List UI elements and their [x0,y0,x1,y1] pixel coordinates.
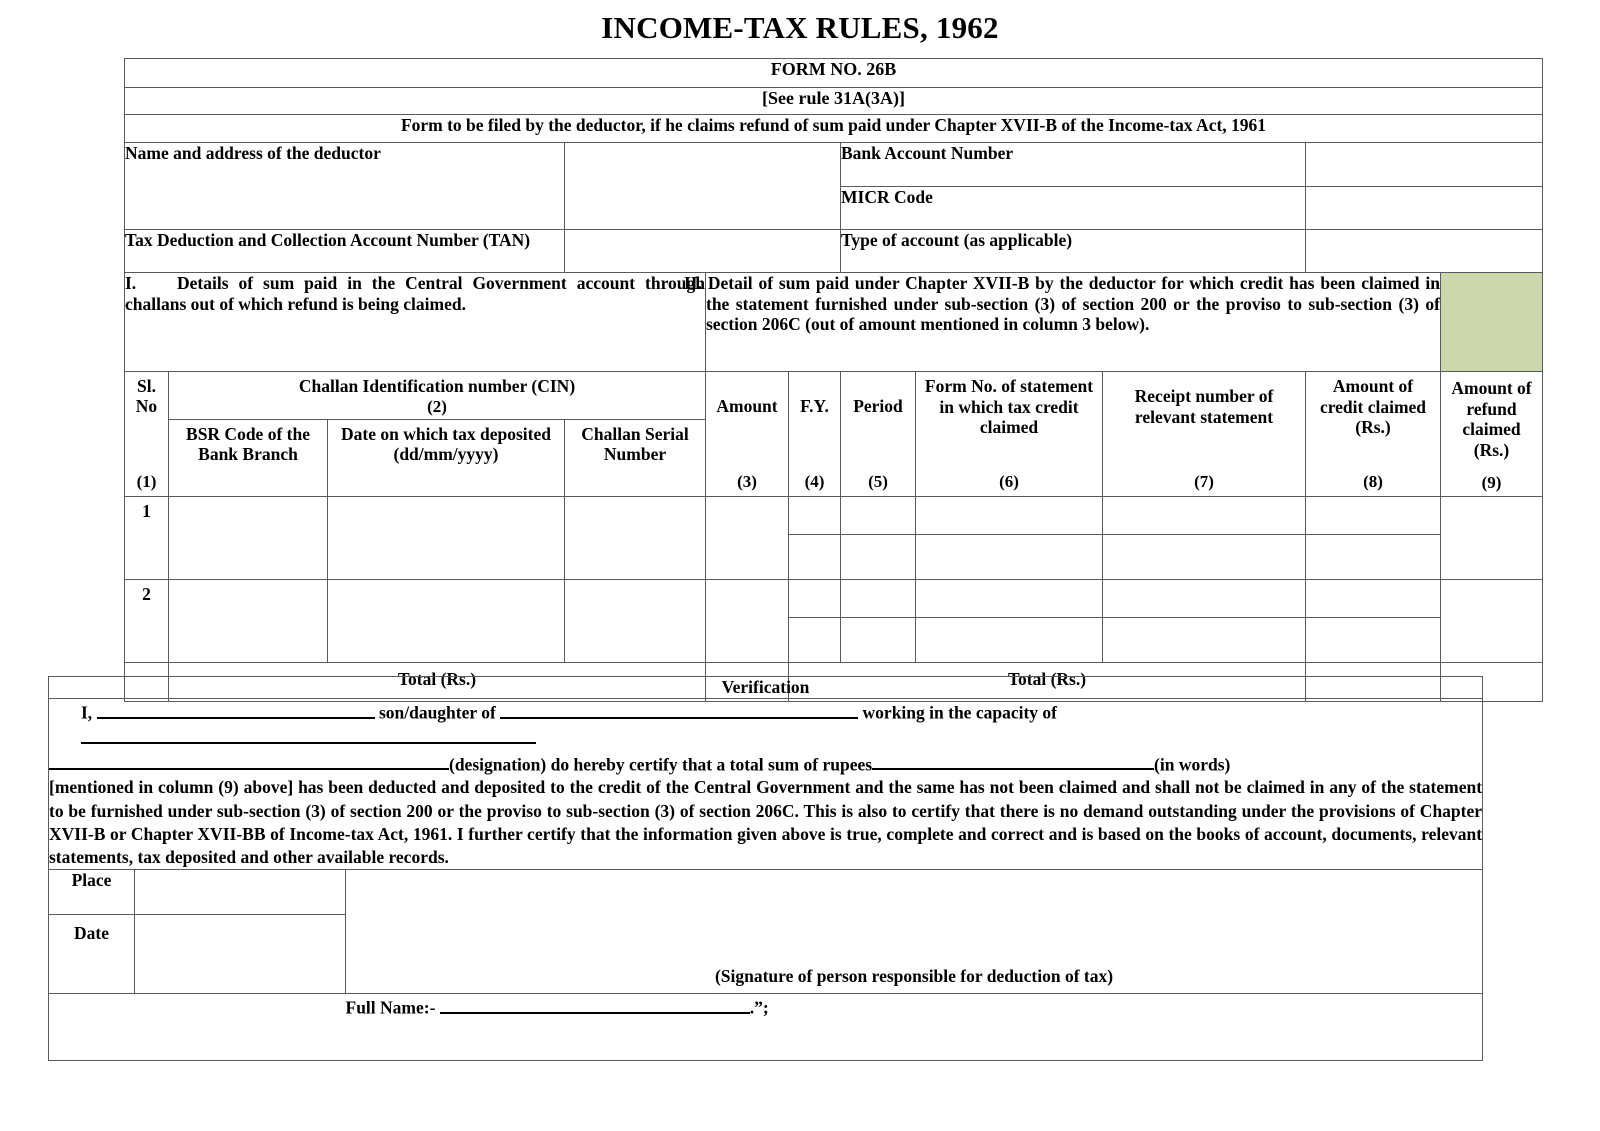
filed-by-note: Form to be filed by the deductor, if he claims refund of sum paid under Chapter XVII-B of the Income-tax Act, 1961 [125,115,1543,143]
page-title: INCOME-TAX RULES, 1962 [601,10,999,45]
full-name-blank[interactable] [440,994,750,1014]
col-number-5: (5) [868,471,888,491]
row-1-entry-2-form-no[interactable] [916,534,1102,572]
row-1-entry-2-fy[interactable] [789,534,840,572]
col-header-receipt-number-label: Receipt number of relevant statement [1134,386,1274,427]
col-header-credit-claimed [1306,372,1441,497]
row-2-refund-claimed[interactable] [1441,579,1543,662]
row-2-credit-cells [1306,579,1441,662]
row-1-amount[interactable] [706,496,789,579]
section-one-body: Details of sum paid in the Central Government account through challans out of which refund is being claimed. [125,273,705,314]
table-row [125,496,1543,579]
table-row [125,579,1543,662]
row-1-refund-claimed[interactable] [1441,496,1543,579]
row-1-entry-1-period[interactable] [841,497,915,535]
bank-account-number-field[interactable] [1306,143,1543,187]
col-header-period-label: Period [853,396,903,416]
col-header-sl-no-label: Sl. No [135,376,158,416]
row-2-entry-2-period[interactable] [841,617,915,655]
total-right-label: Total (Rs.) [789,662,1306,701]
place-label: Place [49,870,135,915]
col-header-form-no-statement-label: Form No. of statement in which tax credit claimed [924,376,1094,438]
col-header-credit-claimed-label: Amount of credit claimed (Rs.) [1319,376,1427,438]
form-number: FORM NO. 26B [125,59,1543,88]
section-one-number: I. [125,273,137,293]
row-1-entry-1-fy[interactable] [789,497,840,535]
verification-name-blank[interactable] [97,699,375,719]
row-1-fy-cells [789,496,841,579]
row-2-bsr-code[interactable] [169,579,328,662]
row-1-challan-serial[interactable] [565,496,706,579]
verification-heading: Verification [49,677,1483,699]
row-2-entry-2-credit[interactable] [1306,617,1440,655]
place-field[interactable] [135,870,346,915]
rule-reference: [See rule 31A(3A)] [125,88,1543,115]
row-1-entry-1-form-no[interactable] [916,497,1102,535]
col-number-7: (7) [1194,471,1214,491]
row-2-entry-1-form-no[interactable] [916,580,1102,618]
verification-i-label: I, [81,702,93,723]
col-number-9: (9) [1481,472,1502,492]
row-1-credit-cells [1306,496,1441,579]
verification-body [49,699,1483,870]
col-header-amount [706,372,789,497]
green-highlight-block [1441,273,1543,372]
account-type-field[interactable] [1306,230,1543,273]
col-header-bsr-code: BSR Code of the Bank Branch [169,419,328,496]
verification-table [48,676,1483,1061]
row-2-challan-serial[interactable] [565,579,706,662]
verification-designation-label: (designation) do hereby certify that a total sum of rupees [449,754,873,775]
row-2-amount[interactable] [706,579,789,662]
total-left-label: Total (Rs.) [169,662,706,701]
col-header-amount-label: Amount [716,396,778,416]
row-2-entry-2-fy[interactable] [789,617,840,655]
signature-caption: (Signature of person responsible for deduction of tax) [714,966,1114,987]
col-header-refund-claimed-label: Amount of refund claimed (Rs.) [1451,378,1532,460]
row-1-sl-no: 1 [125,496,169,579]
deductor-name-address-label: Name and address of the deductor [125,143,565,230]
verification-son-daughter-label: son/daughter of [378,702,496,723]
tan-label: Tax Deduction and Collection Account Number (TAN) [125,230,565,273]
row-2-entry-1-receipt[interactable] [1103,580,1305,618]
footer-left-spacer [49,994,346,1061]
row-1-entry-2-receipt[interactable] [1103,534,1305,572]
col-number-2: (2) [427,396,447,416]
deductor-name-address-field[interactable] [565,143,841,230]
row-2-form-no-cells [916,579,1103,662]
row-1-entry-1-credit[interactable] [1306,497,1440,535]
form-main-table [124,58,1543,702]
row-1-date-deposited[interactable] [328,496,565,579]
col-header-fy [789,372,841,497]
verification-in-words-label: (in words) [1154,754,1231,775]
row-1-receipt-cells [1103,496,1306,579]
col-header-cin-label: Challan Identification number (CIN) [298,376,576,396]
col-header-receipt-number [1103,372,1306,497]
row-2-fy-cells [789,579,841,662]
signature-block [346,870,1483,994]
row-2-receipt-cells [1103,579,1306,662]
col-header-fy-label: F.Y. [800,396,829,416]
full-name-label: Full Name:- [345,997,436,1018]
row-1-bsr-code[interactable] [169,496,328,579]
verification-sum-blank[interactable] [872,751,1154,771]
row-2-date-deposited[interactable] [328,579,565,662]
col-header-form-no-statement [916,372,1103,497]
row-2-entry-2-form-no[interactable] [916,617,1102,655]
col-header-period [841,372,916,497]
col-number-8: (8) [1363,471,1383,491]
micr-code-label: MICR Code [841,186,1306,230]
date-field[interactable] [135,915,346,994]
full-name-suffix: .”; [749,997,769,1018]
verification-capacity-blank[interactable] [81,725,536,745]
col-number-4: (4) [804,471,825,491]
row-1-entry-2-period[interactable] [841,534,915,572]
tan-field[interactable] [565,230,841,273]
full-name-row [346,994,1483,1061]
col-number-6: (6) [999,471,1019,491]
row-1-entry-2-credit[interactable] [1306,534,1440,572]
col-header-challan-serial: Challan Serial Number [565,419,706,496]
verification-line-2 [49,751,1482,777]
verification-parent-name-blank[interactable] [500,699,858,719]
col-header-cin-group [169,372,706,420]
date-label: Date [49,915,135,994]
verification-paragraph: [mentioned in column (9) above] has been deducted and deposited to the credit of the Central Government and the same has not been claimed and shall not be claimed in any of the statement to be furnished under sub-section (3) of section 200 or the proviso to sub-section (3) of section 206C. This is also to certify that there is no demand outstanding under the provisions of Chapter XVII-B or Chapter XVII-BB of Income-tax Act, 1961. I further certify that the information given above is true, complete and correct and is based on the books of account, documents, relevant statements, tax deposited and other available records. [49,777,1483,868]
row-2-entry-2-receipt[interactable] [1103,617,1305,655]
col-number-1: (1) [136,471,157,491]
micr-code-field[interactable] [1306,186,1543,230]
row-2-entry-1-period[interactable] [841,580,915,618]
col-number-3: (3) [737,471,757,491]
verification-line-1 [49,699,1482,751]
row-2-entry-1-fy[interactable] [789,580,840,618]
verification-designation-blank[interactable] [49,751,449,771]
account-type-label: Type of account (as applicable) [841,230,1306,273]
verification-capacity-label: working in the capacity of [862,702,1057,723]
section-two-text: II. Detail of sum paid under Chapter XVII-B by the deductor for which credit has been claimed in the statement furnished under sub-section (3) of section 200 or the proviso to sub-section (3) of section 206C (out of amount mentioned in column 3 below). [706,273,1441,372]
row-1-form-no-cells [916,496,1103,579]
row-1-entry-1-receipt[interactable] [1103,497,1305,535]
section-one-text [125,273,706,372]
col-header-sl-no [125,372,169,497]
row-1-period-cells [841,496,916,579]
bank-account-number-label: Bank Account Number [841,143,1306,187]
col-header-date-deposited: Date on which tax deposited (dd/mm/yyyy) [328,419,565,496]
col-header-refund-claimed [1441,372,1543,497]
row-2-period-cells [841,579,916,662]
row-2-entry-1-credit[interactable] [1306,580,1440,618]
row-2-sl-no: 2 [125,579,169,662]
